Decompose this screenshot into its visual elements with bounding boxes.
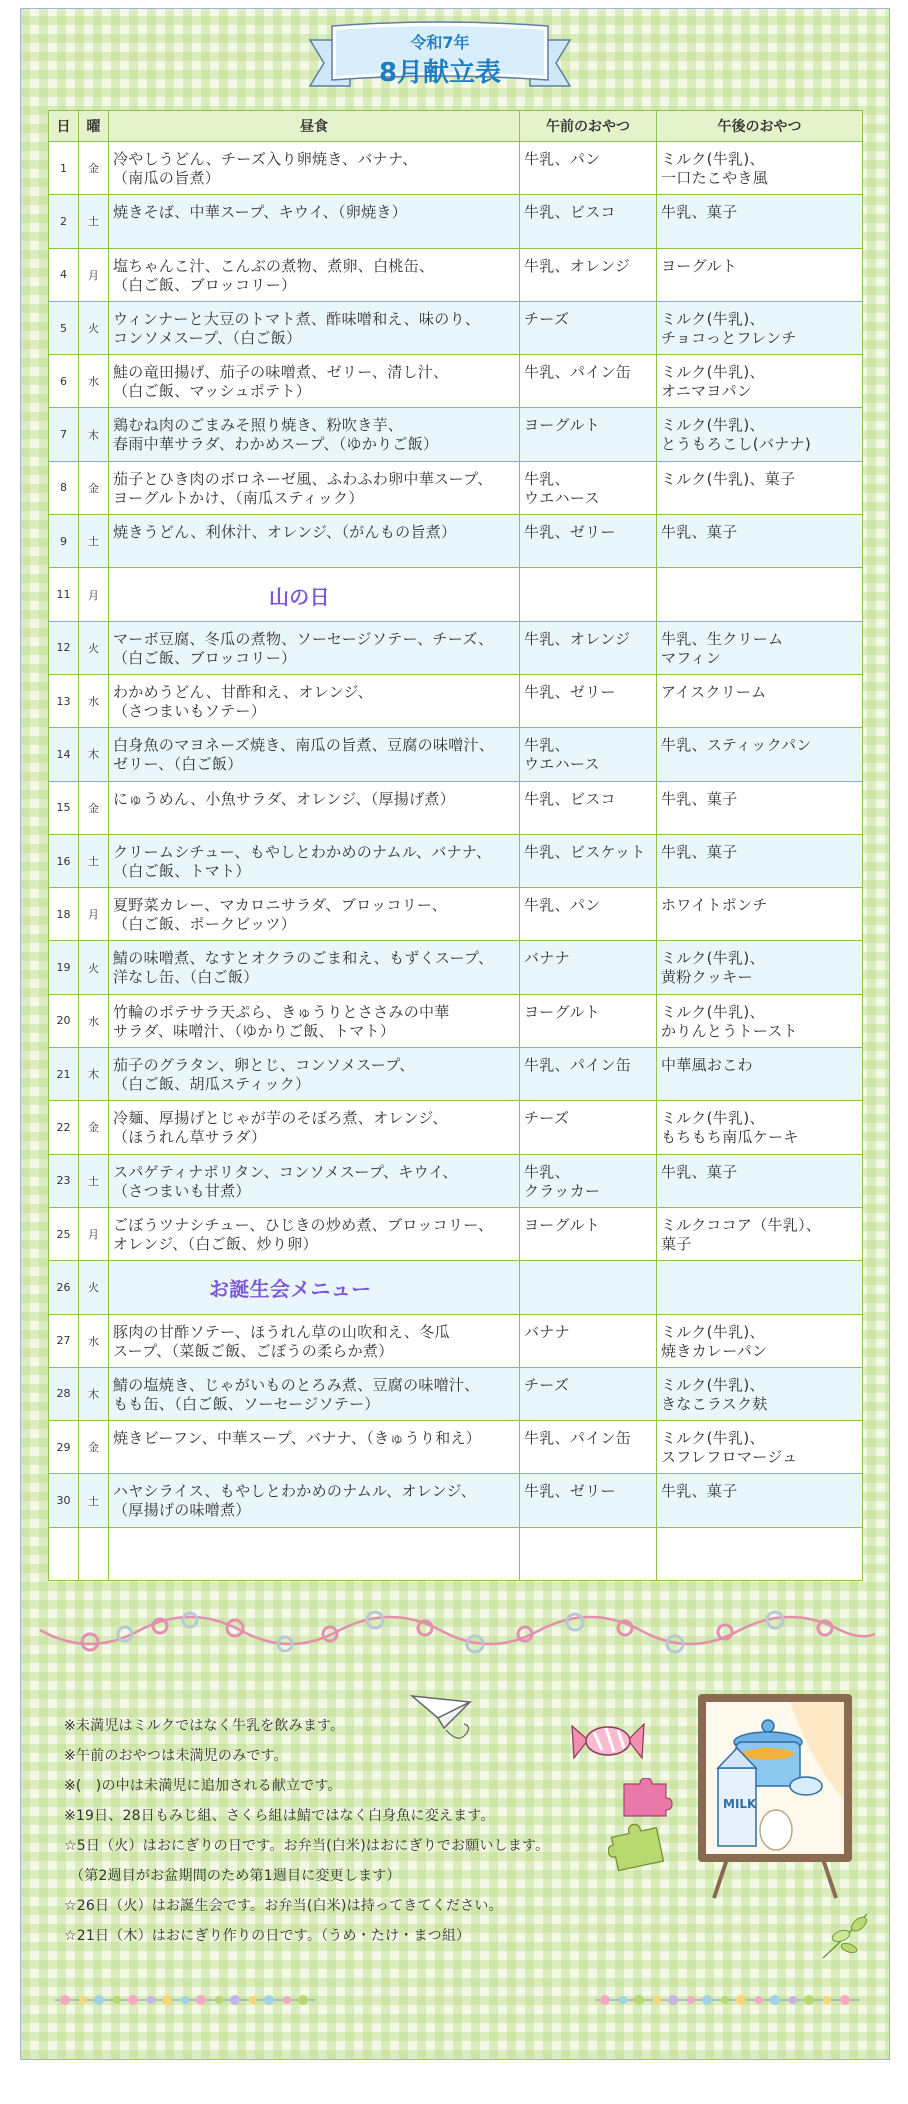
lunch-cell: わかめうどん、甘酢和え、オレンジ、 （さつまいもソテー） <box>109 674 520 727</box>
table-row <box>49 888 863 941</box>
am-snack-cell: 牛乳、オレンジ <box>520 248 657 301</box>
day-cell: 13 <box>49 674 79 727</box>
note-line-7: ☆26日（火）はお誕生会です。お弁当(白米)は持ってきてください。 <box>64 1898 503 1914</box>
weekday-cell: 木 <box>79 728 109 781</box>
table-row <box>49 728 863 781</box>
leaves-icon <box>815 1908 875 1963</box>
weekday-cell: 水 <box>79 994 109 1047</box>
am-snack-cell: 牛乳、 ウエハース <box>520 728 657 781</box>
candy-icon <box>568 1718 648 1768</box>
am-snack-cell: ヨーグルト <box>520 994 657 1047</box>
day-cell: 8 <box>49 461 79 514</box>
table-row <box>49 248 863 301</box>
day-cell: 7 <box>49 408 79 461</box>
day-cell: 27 <box>49 1314 79 1367</box>
weekday-cell: 月 <box>79 888 109 941</box>
am-snack-cell: 牛乳、 ウエハース <box>520 461 657 514</box>
weekday-cell: 金 <box>79 781 109 834</box>
weekday-cell: 土 <box>79 515 109 568</box>
note-line-8: ☆21日（木）はおにぎり作りの日です。（うめ・たけ・まつ組） <box>64 1928 471 1944</box>
day-cell: 30 <box>49 1474 79 1527</box>
table-row <box>49 1527 863 1580</box>
weekday-cell: 水 <box>79 674 109 727</box>
pm-snack-cell: ミルク(牛乳)、 オニマヨパン <box>657 355 863 408</box>
pm-snack-cell: ミルク(牛乳)、 一口たこやき風 <box>657 142 863 195</box>
day-cell: 18 <box>49 888 79 941</box>
note-line-6: （第2週目がお盆期間のため第1週目に変更します） <box>70 1868 401 1884</box>
day-cell: 23 <box>49 1154 79 1207</box>
day-cell: 2 <box>49 195 79 248</box>
pm-snack-cell <box>657 1527 863 1580</box>
puzzle-piece-pink-icon <box>618 1778 673 1818</box>
table-row <box>49 515 863 568</box>
weekday-cell: 月 <box>79 248 109 301</box>
pm-snack-cell: ミルク(牛乳)、 スフレフロマージュ <box>657 1421 863 1474</box>
pm-snack-cell: 牛乳、菓子 <box>657 195 863 248</box>
day-cell: 29 <box>49 1421 79 1474</box>
weekday-cell: 火 <box>79 941 109 994</box>
table-row <box>49 674 863 727</box>
header-weekday: 曜 <box>79 111 109 142</box>
table-row <box>49 941 863 994</box>
pm-snack-cell: 牛乳、菓子 <box>657 515 863 568</box>
table-row <box>49 1154 863 1207</box>
day-cell: 12 <box>49 621 79 674</box>
table-row <box>49 1101 863 1154</box>
lunch-cell: 茄子とひき肉のボロネーゼ風、ふわふわ卵中華スープ、 ヨーグルトかけ、（南瓜スティック） <box>109 461 520 514</box>
lunch-cell: 豚肉の甘酢ソテー、ほうれん草の山吹和え、冬瓜 スープ、（菜飯ご飯、ごぼうの柔らか煮） <box>109 1314 520 1367</box>
special-day-label: 山の日 <box>109 568 520 621</box>
note-line-1: ※未満児はミルクではなく牛乳を飲みます。 <box>64 1718 345 1734</box>
note-line-5: ☆5日（火）はおにぎりの日です。お弁当(白米)はおにぎりでお願いします。 <box>64 1838 550 1854</box>
pm-snack-cell: 牛乳、菓子 <box>657 1474 863 1527</box>
lunch-cell <box>109 1527 520 1580</box>
pm-snack-cell: ミルク(牛乳)、 黄粉クッキー <box>657 941 863 994</box>
note-line-2: ※午前のおやつは未満児のみです。 <box>64 1748 288 1764</box>
day-cell: 6 <box>49 355 79 408</box>
am-snack-cell: 牛乳、 クラッカー <box>520 1154 657 1207</box>
table-row <box>49 1421 863 1474</box>
title-banner <box>290 18 590 96</box>
am-snack-cell: 牛乳、ビスコ <box>520 781 657 834</box>
pm-snack-cell: ミルク(牛乳)、 もちもち南瓜ケーキ <box>657 1101 863 1154</box>
lunch-cell: ウィンナーと大豆のトマト煮、酢味噌和え、味のり、 コンソメスープ、（白ご飯） <box>109 301 520 354</box>
table-row <box>49 781 863 834</box>
lunch-cell: 鶏むね肉のごまみそ照り焼き、粉吹き芋、 春雨中華サラダ、わかめスープ、（ゆかりご飯） <box>109 408 520 461</box>
weekday-cell: 水 <box>79 1314 109 1367</box>
weekday-cell <box>79 1527 109 1580</box>
bead-string-left-icon <box>55 1985 315 2015</box>
weekday-cell: 土 <box>79 195 109 248</box>
day-cell: 11 <box>49 568 79 621</box>
menu-table-body <box>49 142 863 1581</box>
pm-snack-cell <box>657 1261 863 1314</box>
day-cell: 28 <box>49 1367 79 1420</box>
weekday-cell: 木 <box>79 1367 109 1420</box>
pm-snack-cell: ミルクココア（牛乳）、 菓子 <box>657 1207 863 1260</box>
table-row <box>49 1048 863 1101</box>
header-pm-snack: 午後のおやつ <box>657 111 863 142</box>
pm-snack-cell: 中華風おこわ <box>657 1048 863 1101</box>
lunch-cell: ごぼうツナシチュー、ひじきの炒め煮、ブロッコリー、 オレンジ、（白ご飯、炒り卵） <box>109 1207 520 1260</box>
lunch-cell: にゅうめん、小魚サラダ、オレンジ、（厚揚げ煮） <box>109 781 520 834</box>
am-snack-cell: 牛乳、パン <box>520 142 657 195</box>
lunch-cell: スパゲティナポリタン、コンソメスープ、キウイ、 （さつまいも甘煮） <box>109 1154 520 1207</box>
am-snack-cell: バナナ <box>520 1314 657 1367</box>
weekday-cell: 木 <box>79 1048 109 1101</box>
table-row <box>49 1474 863 1527</box>
am-snack-cell: 牛乳、パン <box>520 888 657 941</box>
pm-snack-cell: ミルク(牛乳)、 焼きカレーパン <box>657 1314 863 1367</box>
day-cell: 25 <box>49 1207 79 1260</box>
lunch-cell: 鮭の竜田揚げ、茄子の味噌煮、ゼリー、清し汁、 （白ご飯、マッシュポテト） <box>109 355 520 408</box>
table-row <box>49 355 863 408</box>
day-cell: 5 <box>49 301 79 354</box>
menu-table <box>48 110 863 1581</box>
bead-string-right-icon <box>595 1985 860 2015</box>
am-snack-cell: 牛乳、パイン缶 <box>520 355 657 408</box>
table-row <box>49 1207 863 1260</box>
weekday-cell: 水 <box>79 355 109 408</box>
table-row <box>49 195 863 248</box>
weekday-cell: 火 <box>79 1261 109 1314</box>
day-cell: 16 <box>49 834 79 887</box>
era-label: 令和7年 <box>410 33 470 52</box>
lunch-cell: 冷やしうどん、チーズ入り卵焼き、バナナ、 （南瓜の旨煮） <box>109 142 520 195</box>
table-row <box>49 1314 863 1367</box>
pm-snack-cell: 牛乳、スティックパン <box>657 728 863 781</box>
pm-snack-cell: 牛乳、菓子 <box>657 834 863 887</box>
pm-snack-cell: ミルク(牛乳)、 きなこラスク麸 <box>657 1367 863 1420</box>
day-cell <box>49 1527 79 1580</box>
am-snack-cell: ヨーグルト <box>520 408 657 461</box>
day-cell: 26 <box>49 1261 79 1314</box>
weekday-cell: 火 <box>79 621 109 674</box>
note-line-3: ※( )の中は未満児に追加される献立です。 <box>64 1778 342 1794</box>
lunch-cell: 焼きビーフン、中華スープ、バナナ、（きゅうり和え） <box>109 1421 520 1474</box>
weekday-cell: 金 <box>79 1101 109 1154</box>
am-snack-cell: 牛乳、ビスケット <box>520 834 657 887</box>
note-line-4: ※19日、28日もみじ組、さくら組は鯖ではなく白身魚に変えます。 <box>64 1808 495 1824</box>
am-snack-cell <box>520 1261 657 1314</box>
lunch-cell: 夏野菜カレー、マカロニサラダ、ブロッコリー、 （白ご飯、ポークビッツ） <box>109 888 520 941</box>
weekday-cell: 金 <box>79 142 109 195</box>
day-cell: 15 <box>49 781 79 834</box>
day-cell: 19 <box>49 941 79 994</box>
day-cell: 4 <box>49 248 79 301</box>
lunch-cell: 塩ちゃんこ汁、こんぶの煮物、煮卵、白桃缶、 （白ご飯、ブロッコリー） <box>109 248 520 301</box>
lunch-cell: クリームシチュー、もやしとわかめのナムル、バナナ、 （白ご飯、トマト） <box>109 834 520 887</box>
table-row <box>49 301 863 354</box>
pm-snack-cell: 牛乳、生クリーム マフィン <box>657 621 863 674</box>
weekday-cell: 月 <box>79 568 109 621</box>
am-snack-cell: 牛乳、ゼリー <box>520 1474 657 1527</box>
lunch-cell: 焼きうどん、利休汁、オレンジ、（がんもの旨煮） <box>109 515 520 568</box>
special-day-label: お誕生会メニュー <box>109 1261 520 1314</box>
lunch-cell: 冷麺、厚揚げとじゃが芋のそぼろ煮、オレンジ、 （ほうれん草サラダ） <box>109 1101 520 1154</box>
pm-snack-cell: ミルク(牛乳)、 チョコっとフレンチ <box>657 301 863 354</box>
weekday-cell: 金 <box>79 1421 109 1474</box>
am-snack-cell: チーズ <box>520 301 657 354</box>
table-row <box>49 834 863 887</box>
day-cell: 14 <box>49 728 79 781</box>
am-snack-cell: 牛乳、ゼリー <box>520 674 657 727</box>
weekday-cell: 土 <box>79 834 109 887</box>
day-cell: 22 <box>49 1101 79 1154</box>
am-snack-cell: チーズ <box>520 1101 657 1154</box>
easel-milk-illustration <box>690 1690 860 1900</box>
day-cell: 21 <box>49 1048 79 1101</box>
table-row <box>49 621 863 674</box>
pm-snack-cell <box>657 568 863 621</box>
weekday-cell: 木 <box>79 408 109 461</box>
weekday-cell: 金 <box>79 461 109 514</box>
table-row <box>49 142 863 195</box>
header-lunch: 昼食 <box>109 111 520 142</box>
lunch-cell: 鯖の味噌煮、なすとオクラのごま和え、もずくスープ、 洋なし缶、（白ご飯） <box>109 941 520 994</box>
pm-snack-cell: ホワイトポンチ <box>657 888 863 941</box>
milk-carton-label: MILK <box>723 1797 757 1811</box>
day-cell: 9 <box>49 515 79 568</box>
weekday-cell: 土 <box>79 1474 109 1527</box>
table-row <box>49 1261 863 1314</box>
paper-plane-icon <box>410 1688 480 1748</box>
pm-snack-cell: 牛乳、菓子 <box>657 781 863 834</box>
am-snack-cell <box>520 1527 657 1580</box>
lunch-cell: 鯖の塩焼き、じゃがいものとろみ煮、豆腐の味噌汁、 もも缶、（白ご飯、ソーセージソテー） <box>109 1367 520 1420</box>
am-snack-cell: 牛乳、ビスコ <box>520 195 657 248</box>
header-day: 日 <box>49 111 79 142</box>
am-snack-cell: 牛乳、パイン缶 <box>520 1421 657 1474</box>
pm-snack-cell: 牛乳、菓子 <box>657 1154 863 1207</box>
day-cell: 20 <box>49 994 79 1047</box>
lunch-cell: 白身魚のマヨネーズ焼き、南瓜の旨煮、豆腐の味噌汁、 ゼリー、（白ご飯） <box>109 728 520 781</box>
pm-snack-cell: ミルク(牛乳)、 とうもろこし(バナナ) <box>657 408 863 461</box>
lunch-cell: 焼きそば、中華スープ、キウイ、（卵焼き） <box>109 195 520 248</box>
am-snack-cell: 牛乳、パイン缶 <box>520 1048 657 1101</box>
table-row <box>49 568 863 621</box>
weekday-cell: 月 <box>79 1207 109 1260</box>
pm-snack-cell: ミルク(牛乳)、 かりんとうトースト <box>657 994 863 1047</box>
am-snack-cell: 牛乳、オレンジ <box>520 621 657 674</box>
ribbon-garland-icon <box>30 1600 878 1670</box>
weekday-cell: 火 <box>79 301 109 354</box>
lunch-cell: 竹輪のポテサラ天ぷら、きゅうりとささみの中華 サラダ、味噌汁、（ゆかりご飯、トマト） <box>109 994 520 1047</box>
puzzle-piece-green-icon <box>608 1822 668 1872</box>
pm-snack-cell: アイスクリーム <box>657 674 863 727</box>
lunch-cell: ハヤシライス、もやしとわかめのナムル、オレンジ、 （厚揚げの味噌煮） <box>109 1474 520 1527</box>
pm-snack-cell: ミルク(牛乳)、菓子 <box>657 461 863 514</box>
lunch-cell: マーボ豆腐、冬瓜の煮物、ソーセージソテー、チーズ、 （白ご飯、ブロッコリー） <box>109 621 520 674</box>
am-snack-cell: 牛乳、ゼリー <box>520 515 657 568</box>
table-row <box>49 408 863 461</box>
am-snack-cell: バナナ <box>520 941 657 994</box>
table-row <box>49 1367 863 1420</box>
day-cell: 1 <box>49 142 79 195</box>
table-header-row <box>49 111 863 142</box>
am-snack-cell: チーズ <box>520 1367 657 1420</box>
table-row <box>49 461 863 514</box>
weekday-cell: 土 <box>79 1154 109 1207</box>
pm-snack-cell: ヨーグルト <box>657 248 863 301</box>
table-row <box>49 994 863 1047</box>
lunch-cell: 茄子のグラタン、卵とじ、コンソメスープ、 （白ご飯、胡瓜スティック） <box>109 1048 520 1101</box>
am-snack-cell: ヨーグルト <box>520 1207 657 1260</box>
am-snack-cell <box>520 568 657 621</box>
header-am-snack: 午前のおやつ <box>520 111 657 142</box>
page-title: 8月献立表 <box>378 58 502 88</box>
